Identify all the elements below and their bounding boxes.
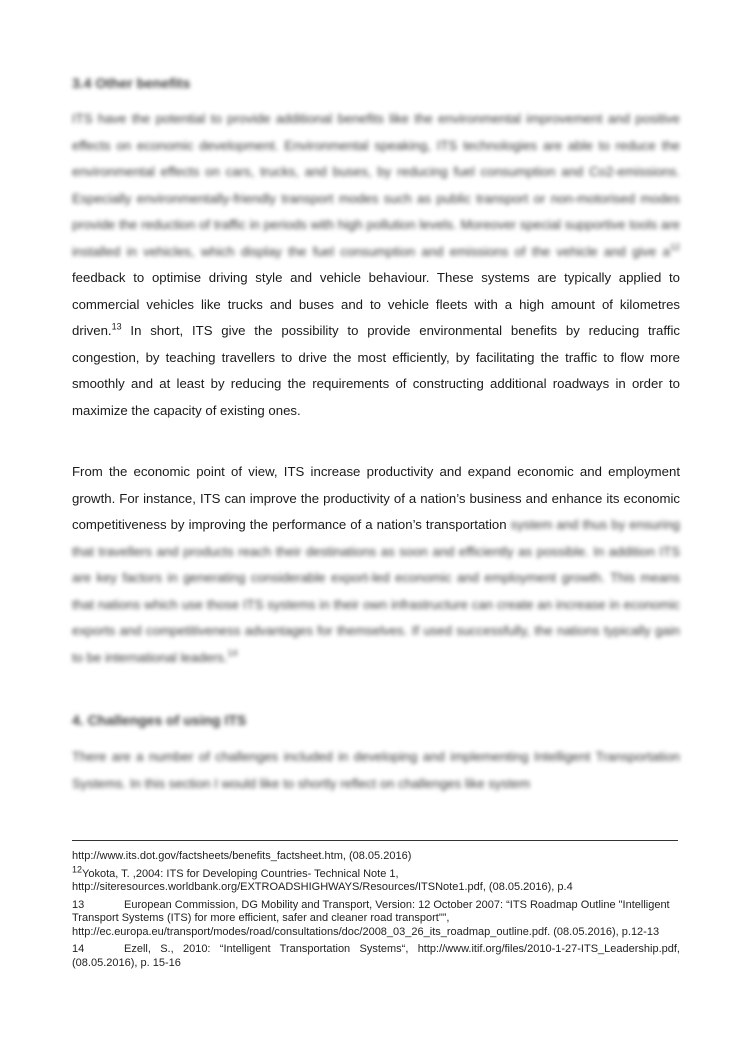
paragraph-economic-benefits [72,459,680,671]
section-heading-challenges: 4. Challenges of using ITS [72,712,247,728]
footnote-separator [72,840,678,841]
footnote-text: http://www.its.dot.gov/factsheets/benefits_factsheet.htm, (08.05.2016) [72,850,412,862]
footnote-ref-13: 13 [111,321,122,332]
footnote-number: 12 [72,863,83,874]
paragraph-environmental-benefits [72,106,680,424]
section-heading-other-benefits: 3.4 Other benefits [72,75,191,91]
footnotes [72,850,680,970]
footnote-text: Ezell, S., 2010: “Intelligent Transportation Systems“, http://www.itif.org/files/2010-1-27-ITS_Leadership.pdf, (08.05.2016), p. 15-16 [72,943,680,969]
paragraph-text-economic: From the economic point of view, ITS increase productivity and expand economic and employment growth. For instance, ITS can improve the productivity of a nation’s business and enhance its economic competitiveness by improving the performance of a nation’s transportation [72,464,680,532]
blurred-text-economic: system and thus by ensuring that travellers and products reach their destinations as soon and efficiently as possible. In addition ITS are key factors in generating considerable export-led economic and employment growth. This means that nations which use those ITS systems in their own infrastructure can create an increase in economic exports and competitiveness advantages for themselves. If used successfully, the nations typically gain to be international leaders. [72,517,680,665]
paragraph-challenges [72,744,680,797]
section-3-4 [72,74,680,92]
section-4 [72,711,680,729]
footnote-ref-14: 14 [227,648,238,659]
footnote-number: 13 [72,898,85,911]
paragraph-text-feedback: feedback to optimise driving style and vehicle behaviour. These systems are typically applied to commercial vehicles like trucks and buses and to vehicle fleets with a high amount of kilometres driven. [72,270,680,338]
footnote-text: Yokota, T. ,2004: ITS for Developing Countries- Technical Note 1, http://siteresources.worldbank.org/EXTROADSHIGHWAYS/Resources/ITSNote1.pdf, (08.05.2016), p.4 [72,867,573,893]
blurred-text-challenges: There are a number of challenges included in developing and implementing Intelligent Transportation Systems. In this section I would like to shortly reflect on challenges like system [72,749,680,791]
footnote-13 [72,899,680,940]
footnote-number: 14 [72,943,85,955]
footnote-text: European Commission, DG Mobility and Transport, Version: 12 October 2007: “ITS Roadmap Outline "Intelligent Transport Systems (ITS) for more efficient, safer and cleaner road transport"”, http://ec.europa.eu/transport/modes/road/consultations/doc/2008_03_26_its_roadmap_outline.pdf. (08.05.2016), p.12-13 [72,898,670,938]
blurred-text-environmental: ITS have the potential to provide additional benefits like the environmental improvement and positive effects on economic development. Environmental speaking, ITS technologies are able to reduce the environmental effects on cars, trucks, and buses, by reducing fuel consumption and Co2-emissions. Especially environmentally-friendly transport modes such as public transport or non-motorised modes provide the reduction of traffic in periods with high pollution levels. Moreover special supportive tools are installed in vehicles, which display the fuel consumption and emissions of the vehicle and give a [72,111,680,259]
footnote-ref-12: 12 [669,242,680,253]
footnote-11 [72,850,680,864]
footnote-14 [72,943,680,970]
footnote-12 [72,863,680,895]
paragraph-text-in-short: In short, ITS give the possibility to provide environmental benefits by reducing traffic congestion, by teaching travellers to drive the most efficiently, by facilitating the traffic to flow more smoothly and at least by reducing the requirements of constructing additional roadways in order to maximize the capacity of existing ones. [72,323,680,418]
